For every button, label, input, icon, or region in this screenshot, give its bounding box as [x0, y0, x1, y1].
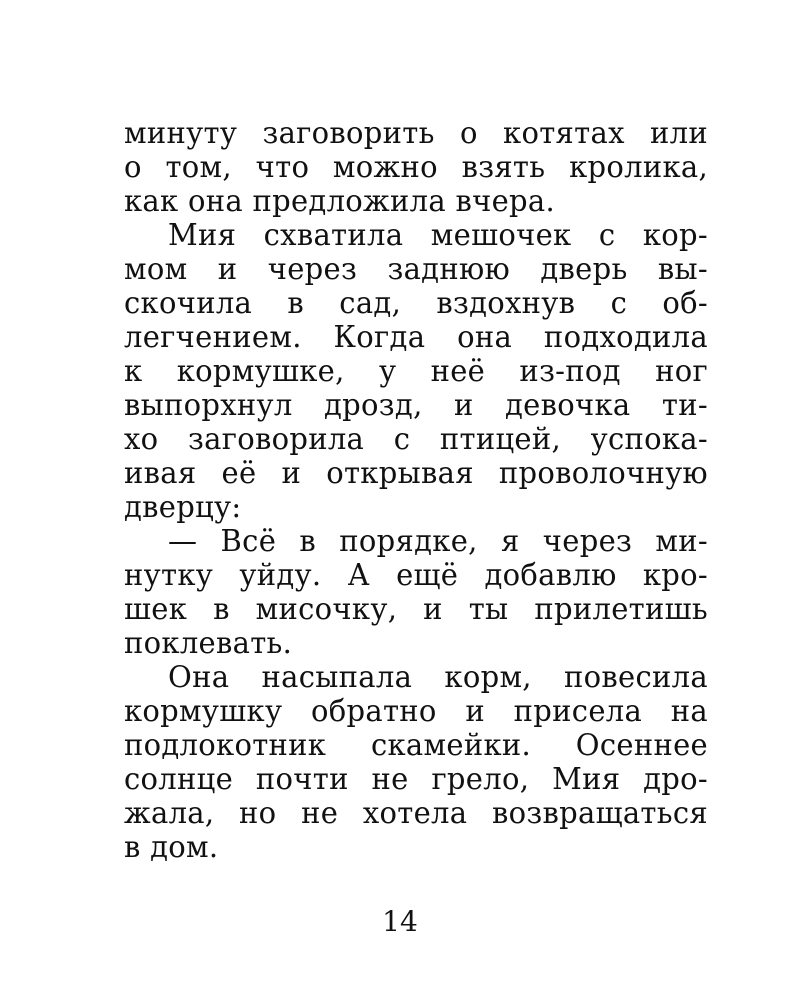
page-number: 14	[382, 905, 418, 938]
text-line: хо заговорила с птицей, успока-	[124, 421, 708, 457]
text-line: — Всё в порядке, я через ми-	[168, 523, 708, 559]
text-line: Она насыпала корм, повесила	[168, 659, 708, 695]
text-line: о том, что можно взять кролика,	[124, 149, 708, 185]
text-line: скочила в сад, вздохнув с об-	[124, 285, 708, 321]
text-line: легчением. Когда она подходила	[124, 319, 708, 355]
text-line: жала, но не хотела возвращаться	[124, 795, 708, 831]
body-text	[124, 116, 708, 864]
text-line: дверцу:	[124, 489, 242, 525]
text-line: подлокотник скамейки. Осеннее	[124, 727, 708, 763]
text-line: кормушку обратно и присела на	[124, 693, 708, 729]
text-line: выпорхнул дрозд, и девочка ти-	[124, 387, 708, 423]
text-line: как она предложила вчера.	[124, 183, 556, 219]
text-line: мом и через заднюю дверь вы-	[124, 251, 708, 287]
text-line: солнце почти не грело, Мия дро-	[124, 761, 708, 797]
text-line: к кормушке, у неё из-под ног	[124, 353, 708, 389]
text-line: в дом.	[124, 829, 219, 865]
text-line: ивая её и открывая проволочную	[124, 455, 708, 491]
text-line: Мия схватила мешочек с кор-	[168, 217, 708, 253]
text-line: поклевать.	[124, 625, 293, 661]
text-line: шек в мисочку, и ты прилетишь	[124, 591, 708, 627]
text-line: нутку уйду. А ещё добавлю кро-	[124, 557, 708, 593]
text-line: минуту заговорить о котятах или	[124, 115, 708, 151]
